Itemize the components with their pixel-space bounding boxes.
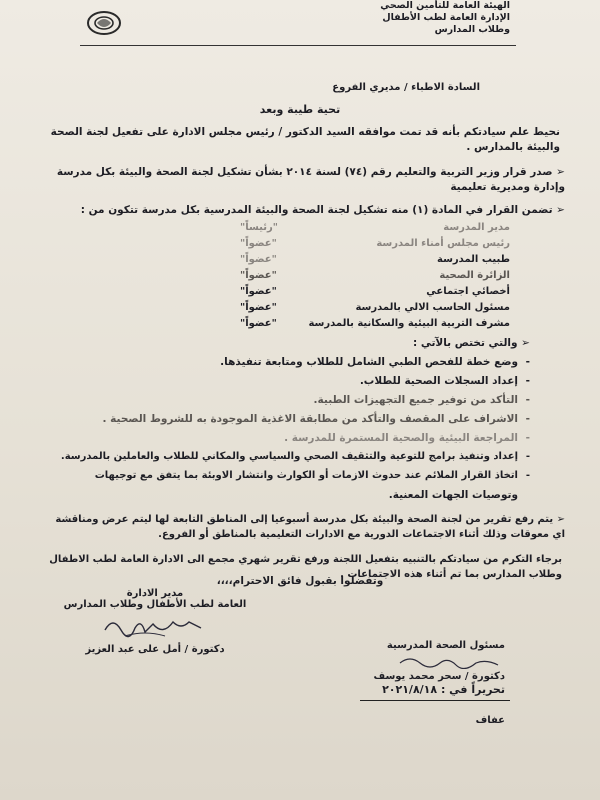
- bullet-arrow-icon: ➢: [552, 204, 565, 216]
- school-health-name: دكتورة / سحر محمد يوسف: [373, 671, 505, 682]
- list-item: [40, 489, 530, 501]
- closing: [150, 574, 450, 589]
- bullet-arrow-icon: ➢: [517, 337, 530, 349]
- list-item: [180, 222, 510, 236]
- closing-text: وتفضلوا بقبول فائق الاحترام،،،،: [216, 575, 384, 587]
- list-item: -إعداد وتنفيذ برامج للتوعية والتثقيف الصحي والسياسي والمكاني للطلاب والعاملين بالمدرسة.: [60, 451, 530, 462]
- member-role: "عضواً": [240, 270, 277, 281]
- member-name: رئيس مجلس أمناء المدرسة: [376, 238, 510, 249]
- member-name: مشرف التربية البيئية والسكانية بالمدرسة: [308, 318, 510, 329]
- date-underline: [360, 700, 510, 701]
- director-name: دكتورة / أمل على عبد العزيز: [85, 644, 225, 655]
- member-name: مسئول الحاسب الالي بالمدرسة: [355, 302, 510, 313]
- point-3: [20, 512, 565, 542]
- point-1-text: صدر قرار وزير التربية والتعليم رقم (٧٤) لسنة ٢٠١٤ بشأن تشكيل لجنة الصحة والبيئة بكل مدرسة وإدارة ومديرية تعليمية: [56, 166, 565, 193]
- director-title: مدير الادارة: [126, 588, 184, 599]
- member-role: "عضواً": [240, 238, 277, 249]
- greeting: تحية طيبة وبعد: [259, 103, 341, 116]
- task-text: وتوصيات الجهات المعنية.: [388, 489, 518, 501]
- member-role: "عضواً": [240, 318, 277, 329]
- task-text: إعداد السجلات الصحية للطلاب.: [359, 375, 518, 387]
- member-name: طبيب المدرسة: [437, 254, 510, 265]
- letterhead: [350, 0, 510, 36]
- letterhead-line-1: الهيئة العامة للتأمين الصحي: [380, 0, 510, 11]
- signature-block-director: [60, 588, 250, 655]
- member-role: "رئيساً": [240, 222, 278, 233]
- member-name: الزائرة الصحية: [439, 270, 510, 281]
- point-1: [25, 165, 565, 195]
- school-health-title: مسئول الصحة المدرسية: [386, 640, 505, 651]
- list-item: [180, 254, 510, 268]
- bullet-arrow-icon: ➢: [553, 514, 565, 525]
- point-3-line-2: اي معوقات وذلك أثناء الاجتماعات الدورية مع الادارات التعليمية بالمناطق أو الفروع.: [158, 529, 565, 540]
- issue-date: تحريراً في : ٢٠٢١/٨/١٨: [382, 683, 505, 696]
- task-text: وضع خطة للفحص الطبي الشامل للطلاب ومتابعة تنفيذها.: [220, 356, 518, 368]
- signature-block-school-health: [355, 640, 505, 682]
- list-item: [180, 302, 510, 316]
- handwritten-signature: [95, 612, 215, 642]
- header-divider: [80, 45, 516, 46]
- list-item: -المراجعة البيئية والصحية المستمرة للمدرسة .: [284, 432, 530, 444]
- tasks-heading-text: والتي تختص بالآتي :: [412, 337, 518, 349]
- letterhead-line-2: الإدارة العامة لطب الأطفال: [382, 12, 510, 23]
- list-item: -الاشراف على المقصف والتأكد من مطابقة الاغذية الموجودة به للشروط الصحية .: [102, 413, 530, 425]
- task-text: اتخاذ القرار الملائم عند حدوث الازمات أو الكوارث وانتشار الاوبئة بما يتفق مع توجيهات: [94, 470, 518, 481]
- director-department: العامة لطب الأطفال وطلاب المدارس: [63, 599, 247, 610]
- task-text: إعداد وتنفيذ برامج للتوعية والتثقيف الصحي والسياسي والمكاني للطلاب والعاملين بالمدرسة.: [60, 451, 518, 462]
- handwritten-signature: [395, 653, 505, 669]
- tasks-heading: [330, 336, 530, 351]
- list-item: [180, 318, 510, 332]
- intro-paragraph: نحيط علم سيادتكم بأنه قد تمت موافقه السيد الدكتور / رئيس مجلس الادارة على تفعيل لجنة الصحة والبيئة بالمدارس .: [50, 126, 560, 153]
- clerk-name: عفاف: [475, 715, 505, 726]
- member-role: "عضواً": [240, 302, 277, 313]
- list-item: [180, 286, 510, 300]
- list-item: [180, 238, 510, 252]
- request-line-2: وطلاب المدارس بما تم أثناء هذه الاجتماعات .: [340, 569, 562, 580]
- point-2: [25, 203, 565, 218]
- point-2-text: تضمن القرار في المادة (١) منه تشكيل لجنة الصحة والبيئة المدرسية بكل مدرسة تتكون من :: [80, 204, 553, 216]
- point-3-line-1: يتم رفع تقرير من لجنة الصحة والبيئة بكل مدرسة أسبوعيا إلى المناطق التابعة لها ليتم عرض ومناقشة: [55, 514, 554, 525]
- list-item: -وضع خطة للفحص الطبي الشامل للطلاب ومتابعة تنفيذها.: [220, 356, 530, 368]
- member-role: "عضواً": [240, 286, 277, 297]
- task-text: الاشراف على المقصف والتأكد من مطابقة الاغذية الموجودة به للشروط الصحية .: [102, 413, 518, 425]
- member-name: أخصائي اجتماعي: [426, 286, 510, 297]
- bullet-arrow-icon: ➢: [552, 166, 565, 178]
- letterhead-line-3: وطلاب المدارس: [434, 24, 510, 35]
- list-item: [180, 270, 510, 284]
- list-item: -التأكد من توفير جميع التجهيزات الطبية.: [313, 394, 530, 406]
- member-name: مدير المدرسة: [443, 222, 510, 233]
- task-text: المراجعة البيئية والصحية المستمرة للمدرسة .: [284, 432, 518, 444]
- member-role: "عضواً": [240, 254, 277, 265]
- addressee: السادة الاطباء / مديري الفروع: [332, 82, 480, 93]
- list-item: -إعداد السجلات الصحية للطلاب.: [359, 375, 530, 387]
- organization-logo-icon: [86, 10, 122, 36]
- request-line-1: برجاء التكرم من سيادتكم بالتنبيه بتفعيل اللجنة ورفع تقرير شهري مجمع الى الادارة العامة لطب الاطفال: [49, 554, 562, 565]
- task-text: التأكد من توفير جميع التجهيزات الطبية.: [313, 394, 518, 406]
- list-item: -اتخاذ القرار الملائم عند حدوث الازمات أو الكوارث وانتشار الاوبئة بما يتفق مع توجيهات: [94, 470, 530, 481]
